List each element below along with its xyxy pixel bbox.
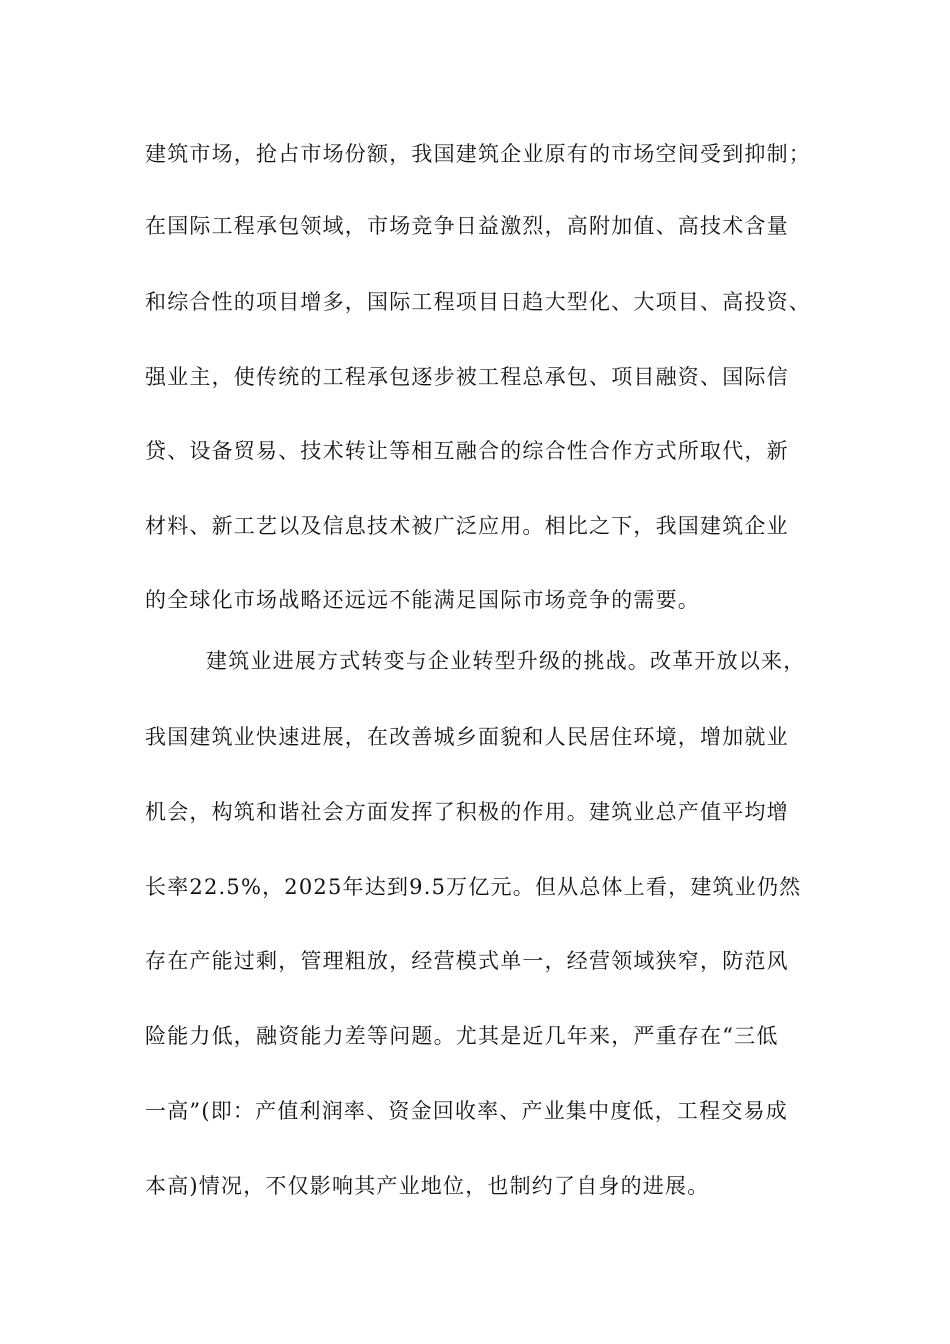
text-line: 贷、设备贸易、技术转让等相互融合的综合性合作方式所取代，新 bbox=[145, 439, 789, 463]
text-line: 的全球化市场战略还远远不能满足国际市场竞争的需要。 bbox=[145, 588, 700, 612]
text-line: 强业主，使传统的工程承包逐步被工程总承包、项目融资、国际信 bbox=[145, 365, 789, 389]
text-line: 材料、新工艺以及信息技术被广泛应用。相比之下，我国建筑企业 bbox=[145, 514, 789, 538]
text-line: 在国际工程承包领域，市场竞争日益激烈，高附加值、高技术含量 bbox=[145, 214, 789, 238]
text-line: 和综合性的项目增多，国际工程项目日趋大型化、大项目、高投资、 bbox=[145, 290, 811, 314]
text-line: 一高”(即：产值利润率、资金回收率、产业集中度低，工程交易成 bbox=[145, 1099, 788, 1123]
text-line: 险能力低，融资能力差等问题。尤其是近几年来，严重存在“三低 bbox=[145, 1024, 779, 1048]
text-line: 本高)情况，不仅影响其产业地位，也制约了自身的进展。 bbox=[145, 1174, 710, 1198]
text-line: 建筑业进展方式转变与企业转型升级的挑战。改革开放以来， bbox=[206, 649, 806, 673]
text-line: 机会，构筑和谐社会方面发挥了积极的作用。建筑业总产值平均增 bbox=[145, 800, 789, 824]
text-line: 我国建筑业快速进展，在改善城乡面貌和人民居住环境，增加就业 bbox=[145, 725, 789, 749]
text-line: 建筑市场，抢占市场份额，我国建筑企业原有的市场空间受到抑制； bbox=[145, 142, 811, 166]
text-line: 长率22.5%，2025年达到9.5万亿元。但从总体上看，建筑业仍然 bbox=[145, 875, 802, 899]
text-line: 存在产能过剩，管理粗放，经营模式单一，经营领域狭窄，防范风 bbox=[145, 949, 789, 973]
